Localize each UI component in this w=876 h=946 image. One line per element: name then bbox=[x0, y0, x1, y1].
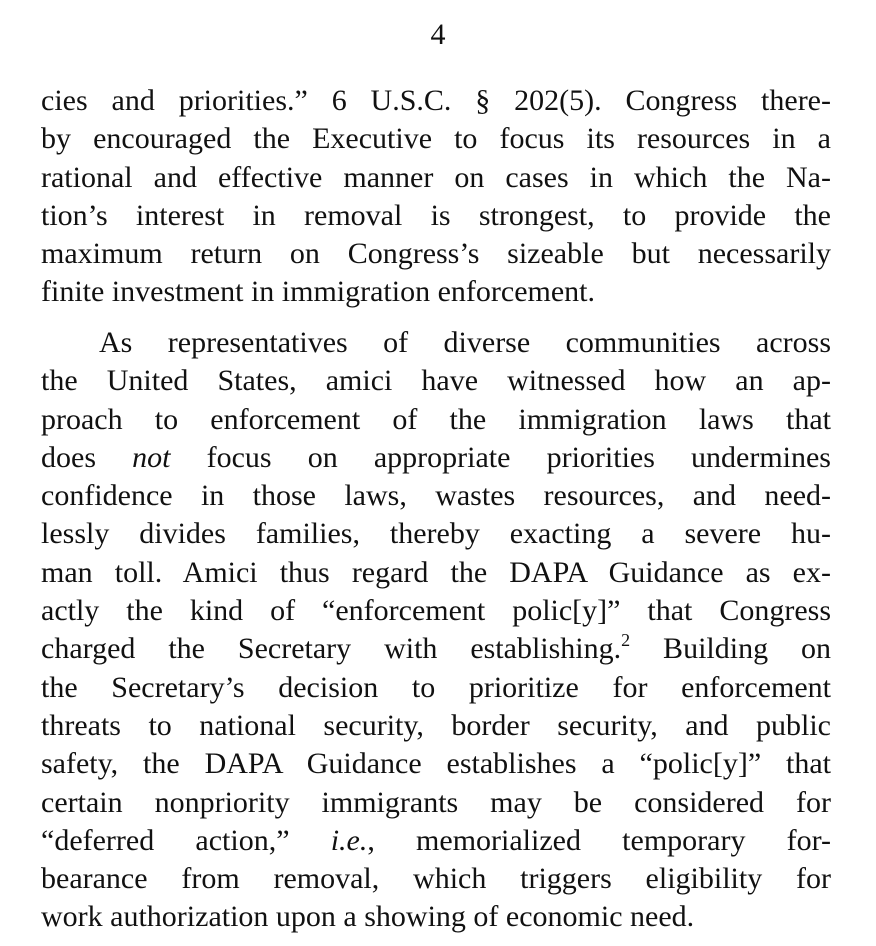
text-line: certain nonpriority immigrants may be considered for bbox=[41, 785, 831, 819]
text-line-with-emphasis bbox=[41, 822, 831, 860]
footnote-marker[interactable]: 2 bbox=[621, 630, 631, 651]
emphasis-text: i.e. bbox=[330, 823, 368, 857]
text-line: safety, the DAPA Guidance establishes a “polic[y]” that bbox=[41, 747, 831, 781]
text-line: confidence in those laws, wastes resources, and need- bbox=[41, 479, 831, 513]
page-number: 4 bbox=[430, 18, 446, 51]
text-line: maximum return on Congress’s sizeable but necessarily bbox=[41, 237, 831, 271]
text-line: the Secretary’s decision to prioritize for enforcement bbox=[41, 670, 831, 704]
text-run: charged the Secretary with establishing. bbox=[41, 632, 622, 666]
paragraph-1 bbox=[41, 82, 831, 312]
text-run: focus on appropriate priorities undermines bbox=[170, 440, 831, 474]
text-line: man toll. Amici thus regard the DAPA Guidance as ex- bbox=[41, 555, 831, 589]
text-line: work authorization upon a showing of economic need. bbox=[41, 900, 695, 934]
paragraph-2 bbox=[41, 324, 831, 937]
text-line-with-footnote bbox=[41, 630, 831, 668]
text-line-with-emphasis bbox=[41, 439, 831, 477]
text-line: rational and effective manner on cases in which the Na- bbox=[41, 160, 831, 194]
text-run: Building on bbox=[630, 632, 831, 666]
text-line: proach to enforcement of the immigration laws that bbox=[41, 402, 831, 436]
text-run: does bbox=[41, 440, 133, 474]
text-line: cies and priorities.” 6 U.S.C. § 202(5). Congress there- bbox=[41, 84, 831, 117]
text-line: lessly divides families, thereby exacting a severe hu- bbox=[41, 517, 831, 551]
text-line: the United States, amici have witnessed how an ap- bbox=[41, 364, 831, 398]
text-line: by encouraged the Executive to focus its resources in a bbox=[41, 122, 831, 156]
text-line: bearance from removal, which triggers eligibility for bbox=[41, 862, 831, 896]
text-line: As representatives of diverse communities across bbox=[99, 326, 831, 359]
emphasis-text: not bbox=[132, 440, 171, 474]
text-run: , memorialized temporary for- bbox=[367, 823, 831, 857]
text-line: actly the kind of “enforcement polic[y]” that Congress bbox=[41, 594, 831, 628]
text-run: “deferred action,” bbox=[41, 823, 331, 857]
text-line: threats to national security, border security, and public bbox=[41, 708, 831, 742]
text-line: finite investment in immigration enforcement. bbox=[41, 275, 596, 309]
text-line: tion’s interest in removal is strongest, to provide the bbox=[41, 198, 831, 232]
